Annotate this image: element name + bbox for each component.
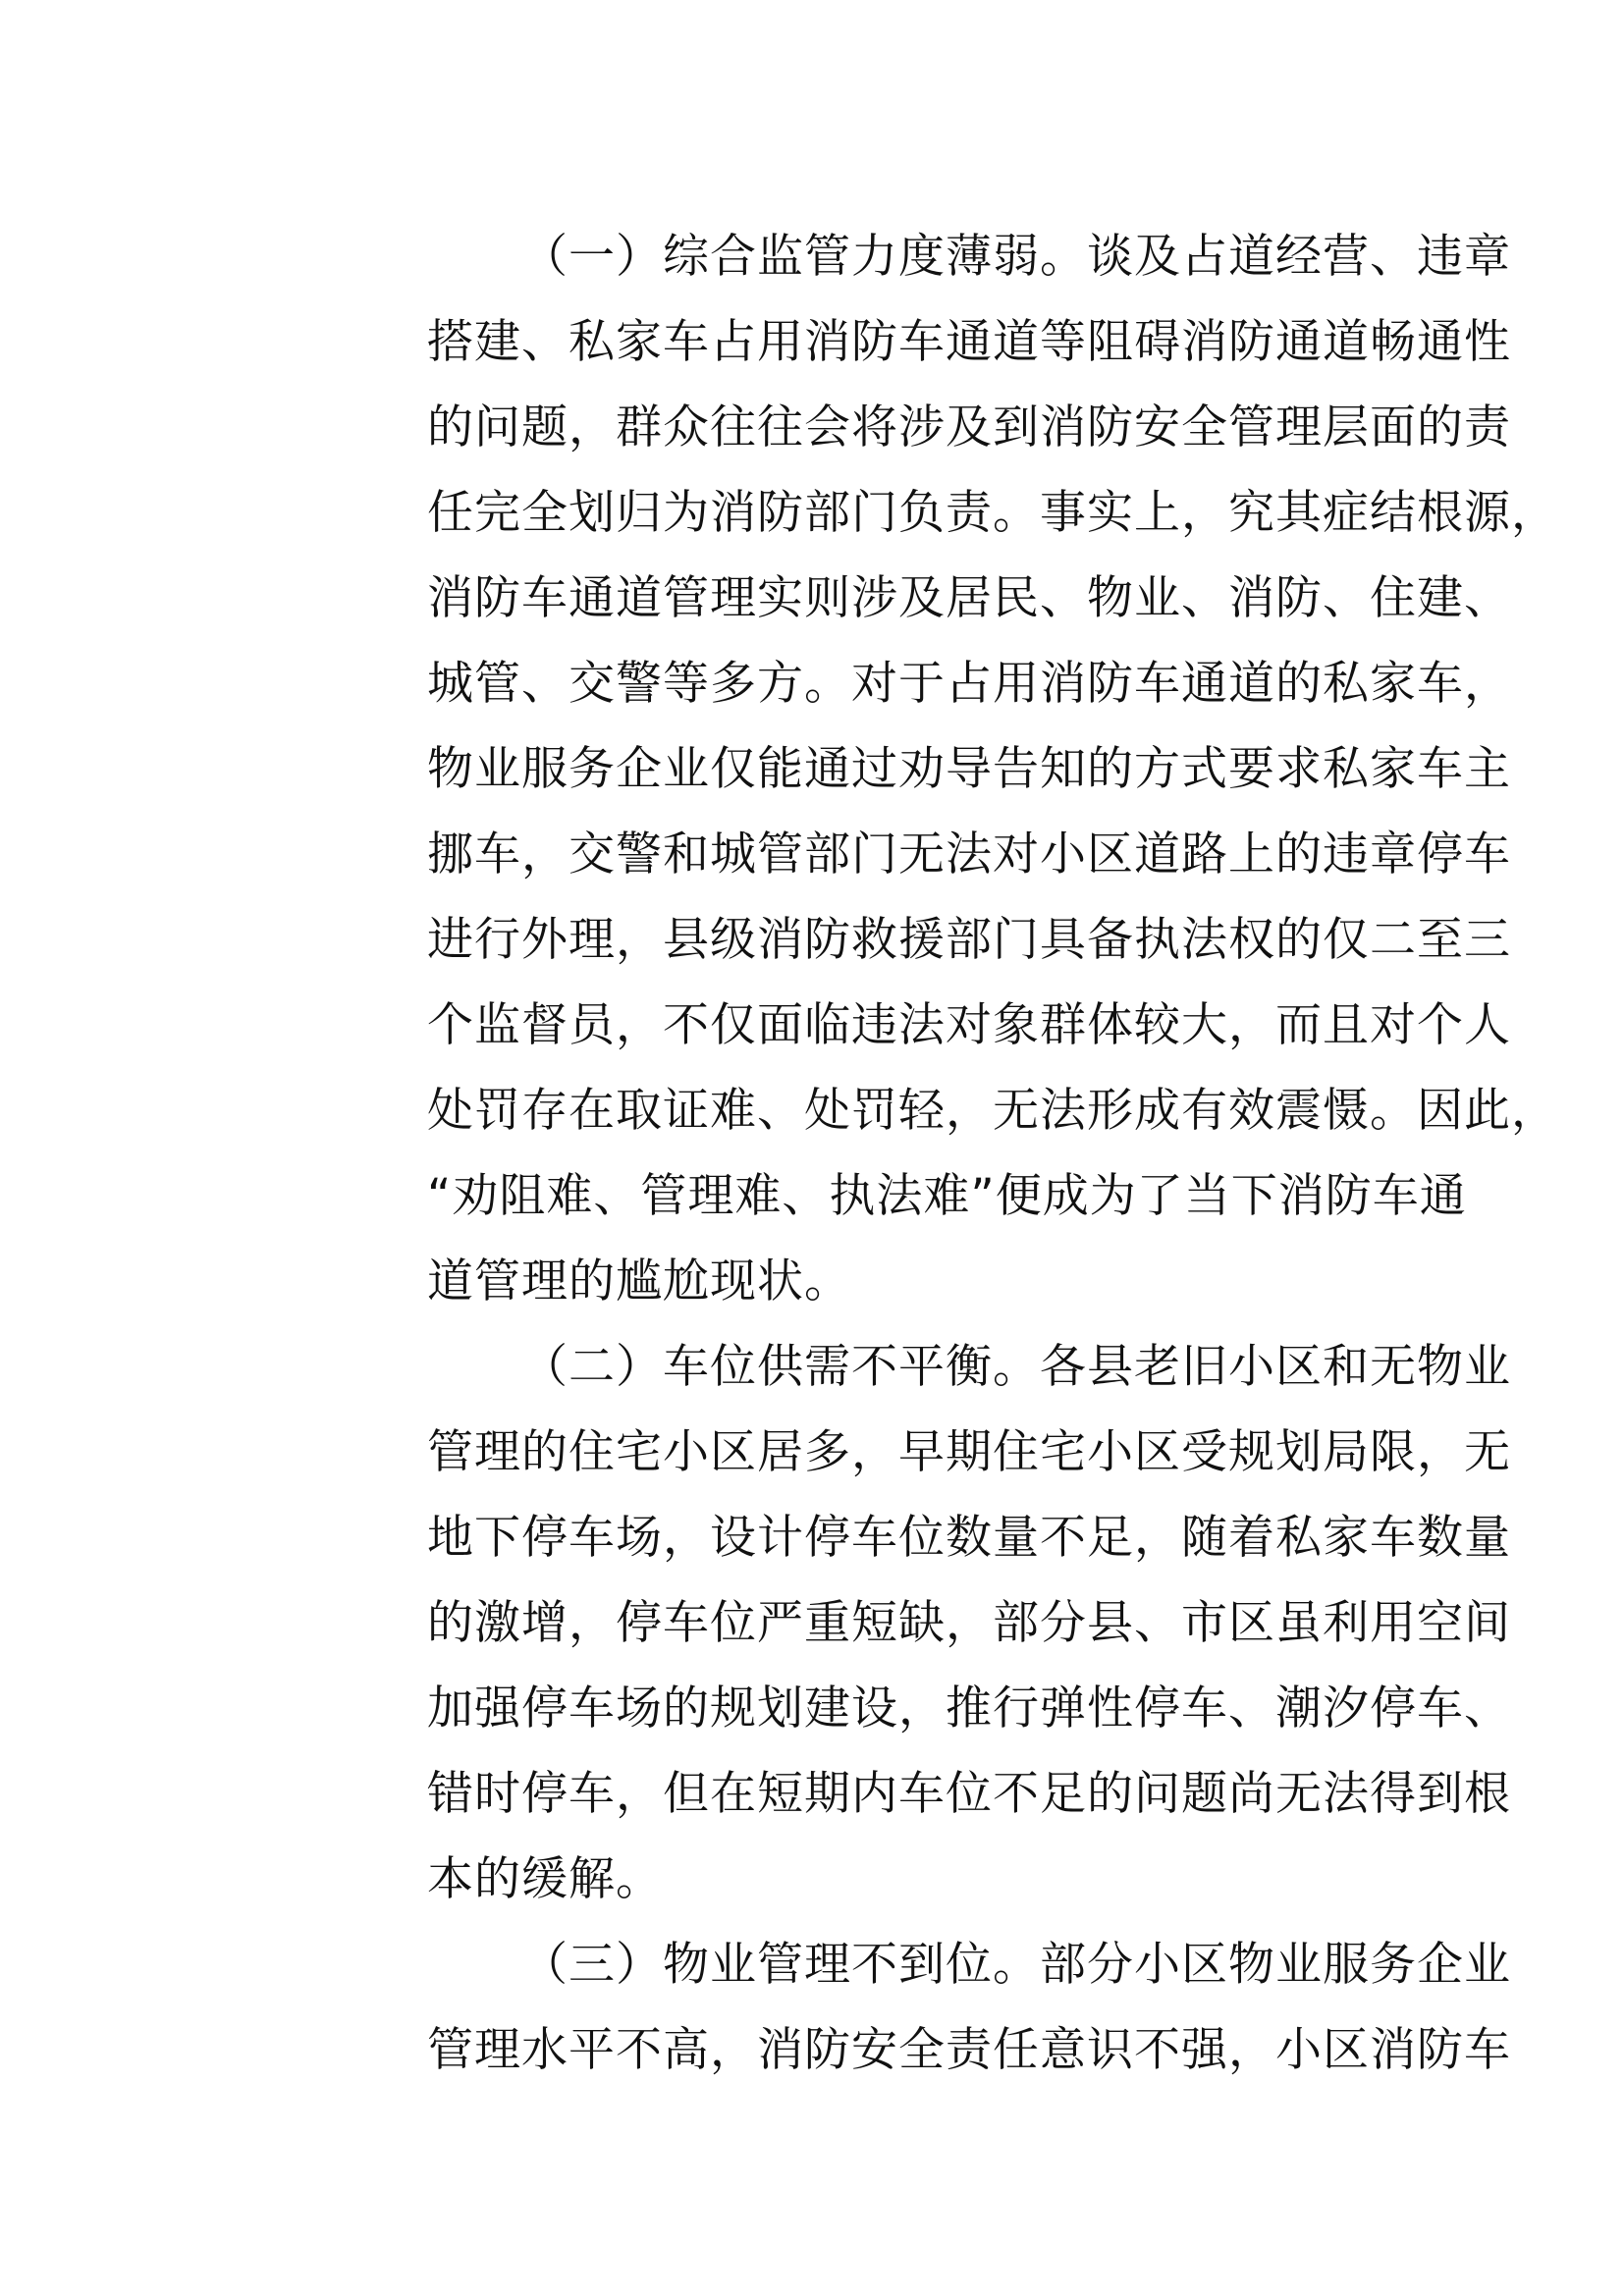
paragraph [427,1324,1511,1922]
text-line: 消防车通道管理实则涉及居民、物业、消防、住建、 [427,571,1511,625]
text-line: 处罚存在取证难、处罚轻，无法形成有效震慑。因此， [427,1084,1558,1138]
text-line: 道管理的尴尬现状。 [427,1255,851,1308]
text-line: （三）物业管理不到位。部分小区物业服务企业 [521,1938,1511,1992]
text-line: 错时停车，但在短期内车位不足的问题尚无法得到根 [427,1767,1511,1821]
text-line: 的激增，停车位严重短缺，部分县、市区虽利用空间 [427,1596,1511,1650]
text-line: 挪车，交警和城管部门无法对小区道路上的违章停车 [427,828,1511,881]
text-line: 城管、交警等多方。对于占用消防车通道的私家车， [427,657,1511,711]
text-line: 搭建、私家车占用消防车通道等阻碍消防通道畅通性 [427,315,1511,369]
text-line: 管理水平不高，消防安全责任意识不强，小区消防车 [427,2023,1511,2077]
text-line: 本的缓解。 [427,1852,663,1906]
text-line: 任完全划归为消防部门负责。事实上，究其症结根源， [427,486,1558,540]
text-line: 的问题，群众往往会将涉及到消防安全管理层面的责 [427,400,1511,454]
text-line: （二）车位供需不平衡。各县老旧小区和无物业 [521,1340,1511,1394]
text-line: 管理的住宅小区居多，早期住宅小区受规划局限，无 [427,1425,1511,1479]
text-line: 物业服务企业仅能通过劝导告知的方式要求私家车主 [427,742,1511,796]
document-page [427,214,1558,2093]
paragraph [427,214,1558,1324]
text-line: 加强停车场的规划建设，推行弹性停车、潮汐停车、 [427,1682,1511,1735]
text-line: 进行外理，县级消防救援部门具备执法权的仅二至三 [427,913,1511,967]
text-line: “劝阻难、管理难、执法难”便成为了当下消防车通 [427,1169,1467,1223]
text-line: 地下停车场，设计停车位数量不足，随着私家车数量 [427,1511,1511,1565]
text-line: 个监督员，不仅面临违法对象群体较大，而且对个人 [427,998,1511,1052]
paragraph [427,1922,1511,2093]
text-line: （一）综合监管力度薄弱。谈及占道经营、违章 [521,230,1511,284]
